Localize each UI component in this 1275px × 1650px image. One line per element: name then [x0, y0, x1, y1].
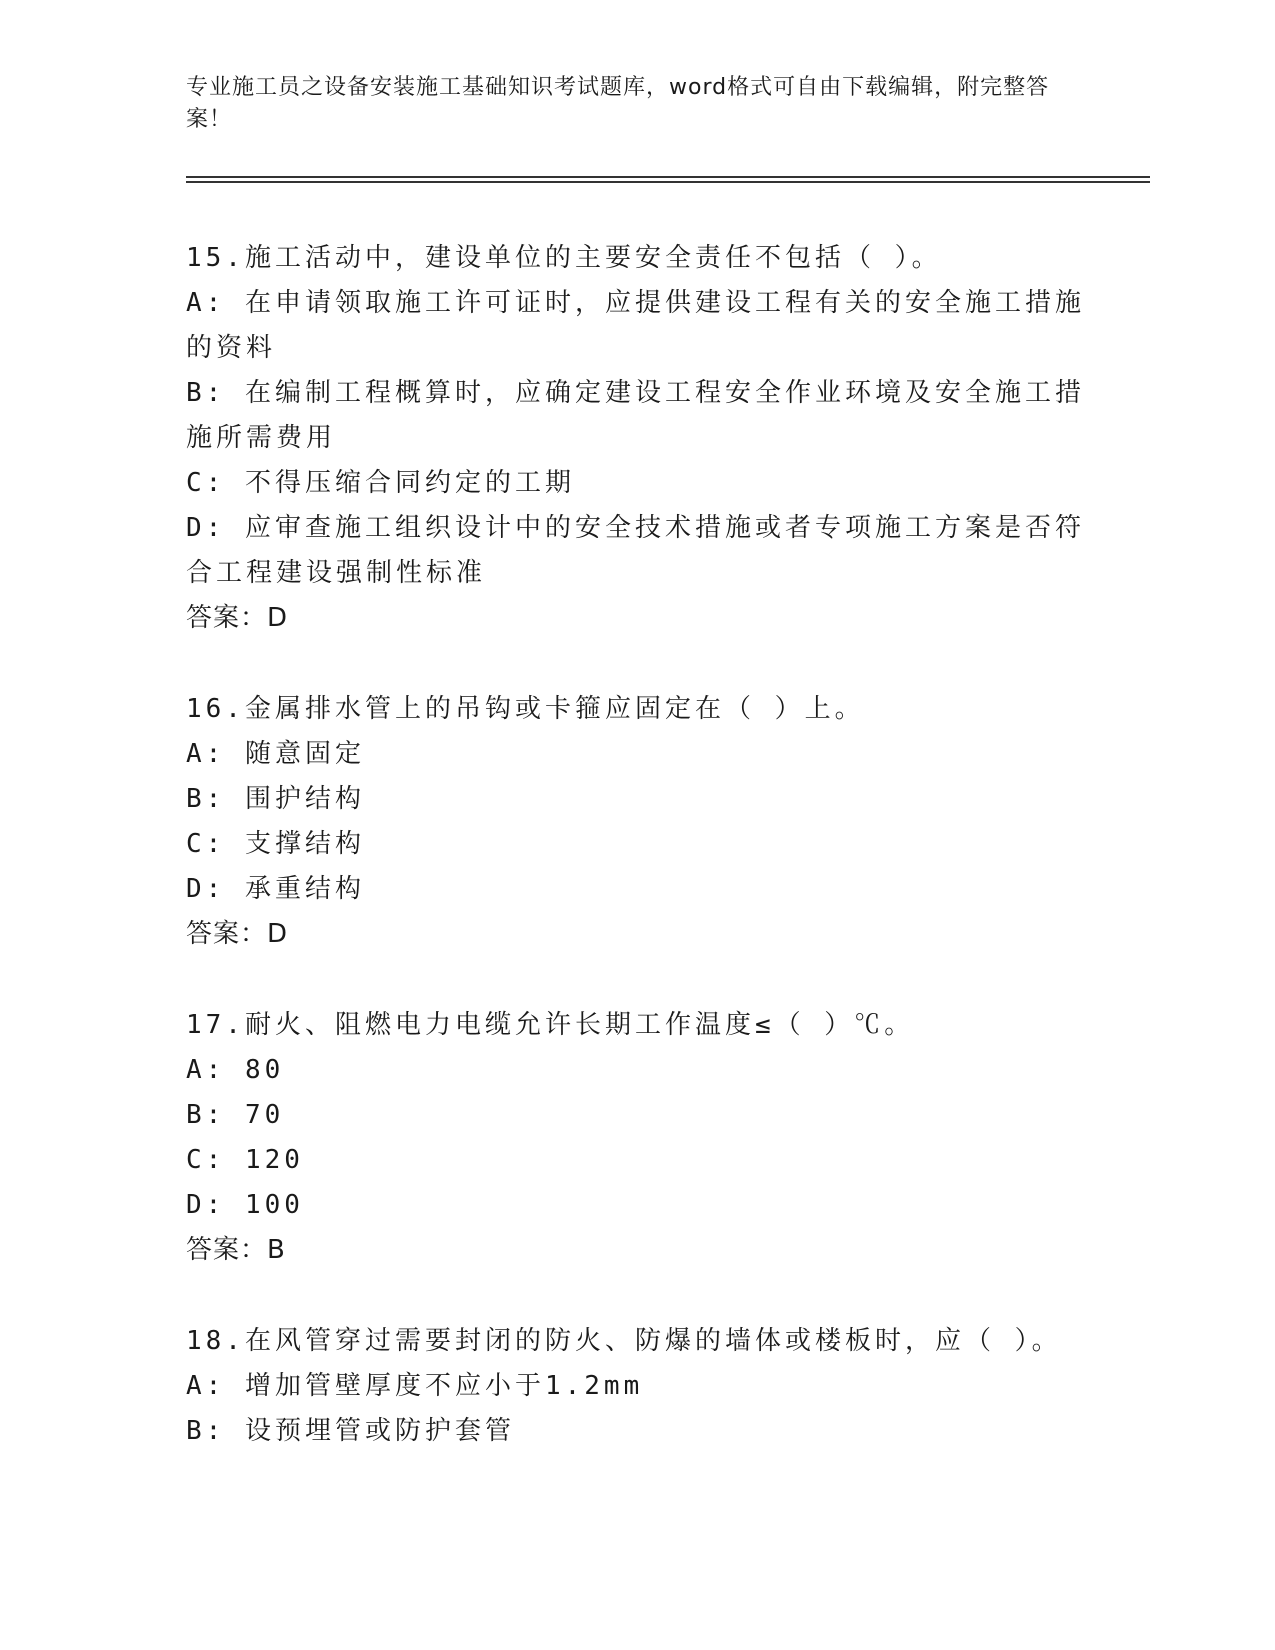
option-c: C: 支撑结构 [186, 829, 365, 859]
question-17 [186, 1003, 1086, 1273]
option-b: B: 在编制工程概算时，应确定建设工程安全作业环境及安全施工措施所需费用 [186, 378, 1085, 453]
option-a: A: 随意固定 [186, 739, 365, 769]
header-title: 专业施工员之设备安装施工基础知识考试题库，word格式可自由下载编辑，附完整答案！ [186, 75, 1050, 132]
option-b: B: 70 [186, 1100, 285, 1130]
question-18 [186, 1319, 1086, 1454]
document-header [186, 72, 1086, 136]
header-divider-bottom [186, 181, 1150, 183]
header-divider-top [186, 176, 1150, 178]
option-d: D: 100 [186, 1190, 304, 1220]
answer: 答案：D [186, 603, 289, 633]
question-16 [186, 687, 1086, 957]
question-stem: 16.金属排水管上的吊钩或卡箍应固定在（ ）上。 [186, 694, 865, 724]
option-c: C: 120 [186, 1145, 304, 1175]
option-a: A: 增加管壁厚度不应小于1.2mm [186, 1371, 644, 1401]
option-b: B: 围护结构 [186, 784, 365, 814]
option-c: C: 不得压缩合同约定的工期 [186, 468, 575, 498]
option-b: B: 设预埋管或防护套管 [186, 1416, 515, 1446]
question-stem: 15.施工活动中，建设单位的主要安全责任不包括（ ）。 [186, 243, 942, 273]
option-a: A: 80 [186, 1055, 285, 1085]
question-stem: 17.耐火、阻燃电力电缆允许长期工作温度≤（ ）℃。 [186, 1010, 915, 1040]
option-d: D: 承重结构 [186, 874, 365, 904]
question-list [186, 236, 1086, 1500]
option-d: D: 应审查施工组织设计中的安全技术措施或者专项施工方案是否符合工程建设强制性标准 [186, 513, 1085, 588]
answer: 答案：B [186, 1235, 286, 1265]
question-15 [186, 236, 1086, 641]
question-stem: 18.在风管穿过需要封闭的防火、防爆的墙体或楼板时，应（ ）。 [186, 1326, 1062, 1356]
option-a: A: 在申请领取施工许可证时，应提供建设工程有关的安全施工措施的资料 [186, 288, 1085, 363]
answer: 答案：D [186, 919, 289, 949]
